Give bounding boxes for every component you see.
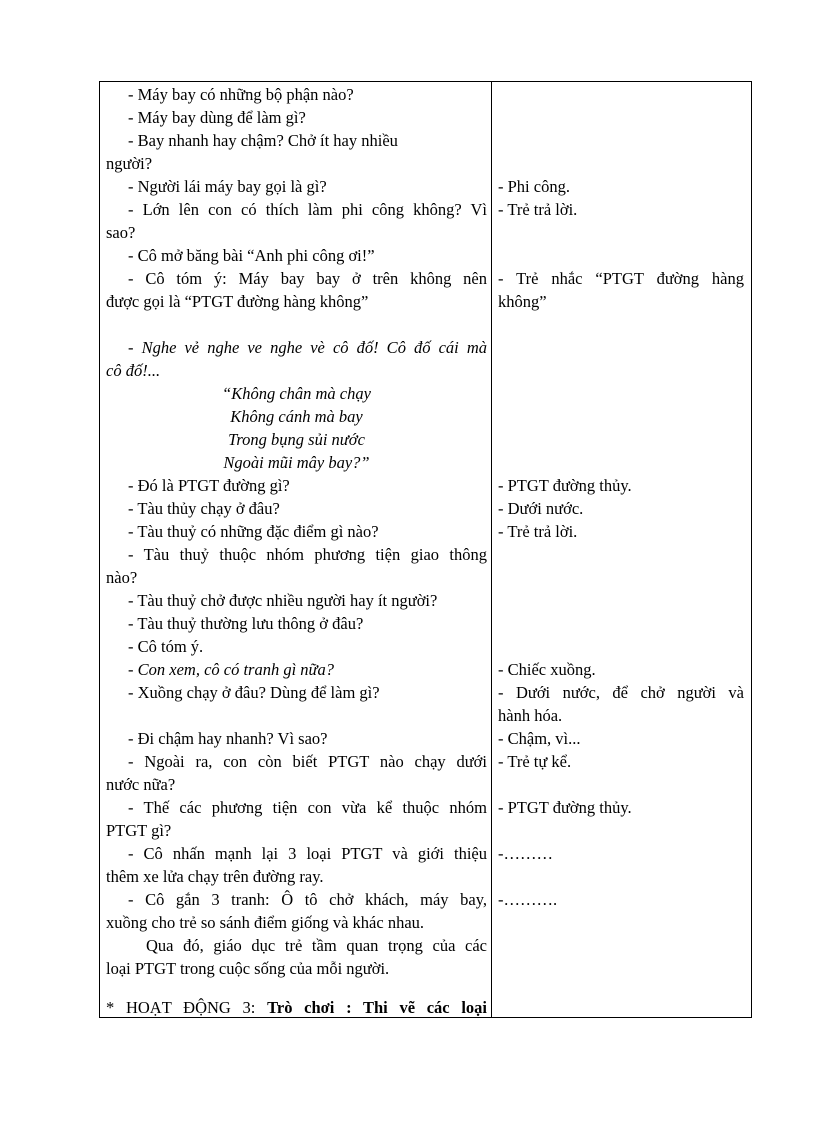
left-line: - Cô mở băng bài “Anh phi công ơi!”: [128, 246, 375, 265]
left-line: - Máy bay dùng để làm gì?: [128, 108, 306, 127]
left-line: - Cô tóm ý.: [128, 637, 204, 656]
activity-heading: [106, 996, 487, 1019]
left-line: - Người lái máy bay gọi là gì?: [128, 177, 327, 196]
left-line: - Máy bay có những bộ phận nào?: [128, 85, 354, 104]
right-line: - Chậm, vì...: [498, 729, 581, 748]
right-line: - Phi công.: [498, 177, 570, 196]
right-line: - Trẻ tự kể.: [498, 752, 572, 771]
riddle-intro: cô đố!...: [106, 361, 161, 380]
left-line: - Tàu thủy chạy ở đâu?: [128, 499, 280, 518]
activity-heading-title: Trò chơi : Thi vẽ các loại: [267, 998, 487, 1017]
right-line: - Chiếc xuồng.: [498, 660, 596, 679]
left-line: nào?: [106, 568, 138, 587]
left-line: PTGT gì?: [106, 821, 172, 840]
left-line: - Ngoài ra, con còn biết PTGT nào chạy dưới: [128, 752, 487, 771]
left-line: - Tàu thuỷ có những đặc điểm gì nào?: [128, 522, 379, 541]
left-line: - Tàu thuỷ thuộc nhóm phương tiện giao thông: [128, 545, 487, 564]
right-line: -………: [498, 844, 553, 863]
left-line: người?: [106, 154, 153, 173]
left-line: loại PTGT trong cuộc sống của mỗi người.: [106, 959, 390, 978]
left-line: - Bay nhanh hay chậm? Chở ít hay nhiều: [128, 131, 398, 150]
column-divider: [491, 82, 492, 1017]
right-line: - Trẻ trả lời.: [498, 200, 578, 219]
left-line: thêm xe lửa chạy trên đường ray.: [106, 867, 324, 886]
lesson-plan-table: [99, 81, 752, 1018]
right-line: - Trẻ nhắc “PTGT đường hàng: [498, 269, 744, 288]
left-line: - Đi chậm hay nhanh? Vì sao?: [128, 729, 328, 748]
left-line: sao?: [106, 223, 136, 242]
left-line: - Con xem, cô có tranh gì nữa?: [128, 660, 335, 679]
right-line: - Dưới nước, để chở người và: [498, 683, 744, 702]
left-line: - Cô gắn 3 tranh: Ô tô chở khách, máy bay,: [128, 890, 487, 909]
right-line: không”: [498, 292, 547, 311]
riddle-verse: Trong bụng sủi nước: [228, 430, 365, 449]
left-line: - Lớn lên con có thích làm phi công không? Vì: [128, 200, 487, 219]
left-line: - Xuồng chạy ở đâu? Dùng để làm gì?: [128, 683, 380, 702]
riddle-verse: Ngoài mũi mây bay?”: [223, 453, 370, 472]
left-line: - Tàu thuỷ chở được nhiều người hay ít người?: [128, 591, 438, 610]
right-line: - PTGT đường thủy.: [498, 798, 632, 817]
left-line: - Cô tóm ý: Máy bay bay ở trên không nên: [128, 269, 487, 288]
left-line: - Cô nhấn mạnh lại 3 loại PTGT và giới thiệu: [128, 844, 487, 863]
right-line: - PTGT đường thủy.: [498, 476, 632, 495]
left-line: - Đó là PTGT đường gì?: [128, 476, 290, 495]
right-line: - Dưới nước.: [498, 499, 584, 518]
right-line: - Trẻ trả lời.: [498, 522, 578, 541]
left-line: xuồng cho trẻ so sánh điểm giống và khác nhau.: [106, 913, 425, 932]
right-line: hành hóa.: [498, 706, 563, 725]
left-line: Qua đó, giáo dục trẻ tầm quan trọng của các: [146, 936, 487, 955]
left-line: nước nữa?: [106, 775, 176, 794]
right-line: -……….: [498, 890, 558, 909]
riddle-intro: - Nghe vẻ nghe ve nghe vè cô đố! Cô đố cái mà: [128, 338, 487, 357]
left-line: được gọi là “PTGT đường hàng không”: [106, 292, 369, 311]
left-line: - Thế các phương tiện con vừa kể thuộc nhóm: [128, 798, 487, 817]
riddle-verse: “Không chân mà chạy: [222, 384, 371, 403]
riddle-verse: Không cánh mà bay: [230, 407, 363, 426]
left-line: - Tàu thuỷ thường lưu thông ở đâu?: [128, 614, 364, 633]
activity-heading-prefix: * HOẠT ĐỘNG 3:: [106, 998, 256, 1017]
